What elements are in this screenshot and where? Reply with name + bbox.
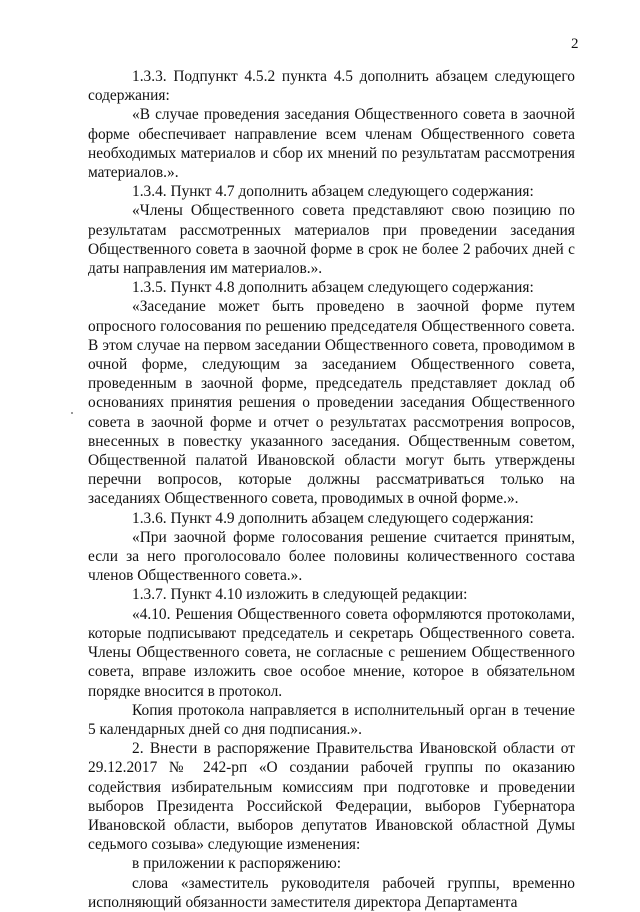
paragraph: 1.3.4. Пункт 4.7 дополнить абзацем следующего содержания:: [132, 183, 534, 201]
paragraph: 2. Внести в распоряжение Правительства Ивановской области от 29.12.2017 № 242-рп «О создании рабочей группы по оказанию содействия избирательным комиссиям при подготовке и проведении выборов Президента Российской Федерации, выборов Губернатора Ивановской области, выборов депутатов Ивановской областной Думы седьмого созыва» следующие изменения:: [88, 740, 575, 854]
paragraph: 1.3.5. Пункт 4.8 дополнить абзацем следующего содержания:: [132, 279, 534, 297]
paragraph: 1.3.7. Пункт 4.10 изложить в следующей редакции:: [132, 586, 468, 604]
paragraph: «4.10. Решения Общественного совета оформляются протоколами, которые подписывают председатель и секретарь Общественного совета. Члены Общественного совета, не согласные с решением Общественного совета, вправе изложить свое особое мнение, которое в обязательном порядке вносится в протокол.: [88, 605, 575, 700]
paragraph: Копия протокола направляется в исполнительный орган в течение 5 календарных дней со дня подписания.».: [88, 701, 575, 738]
page-number: 2: [571, 36, 579, 52]
paragraph: «Заседание может быть проведено в заочной форме путем опросного голосования по решению председателя Общественного совета. В этом случае на первом заседании Общественного совета, проводимом в очной форме, следующим за заседанием Общественного совета, проведенным в заочной форме, председатель представляет доклад об основаниях принятия решения о проведении заседания Общественного совета в заочной форме и отчет о результатах рассмотрения вопросов, внесенных в повестку указанного заседания. Общественным советом, Общественной палатой Ивановской области могут быть утверждены перечни вопросов, которые должны рассматриваться только на заседаниях Общественного совета, проводимых в очной форме.».: [88, 298, 575, 508]
scan-speck: [71, 412, 73, 414]
paragraph: слова «заместитель руководителя рабочей группы, временно исполняющий обязанности заместителя директора Департамента: [88, 874, 575, 911]
document-body: [88, 67, 575, 912]
paragraph: 1.3.3. Подпункт 4.5.2 пункта 4.5 дополнить абзацем следующего содержания:: [88, 68, 575, 105]
paragraph: «Члены Общественного совета представляют свою позицию по результатам рассмотренных материалов при проведении заседания Общественного совета в заочной форме в срок не более 2 рабочих дней с даты направления им материалов.».: [88, 202, 575, 278]
paragraph: 1.3.6. Пункт 4.9 дополнить абзацем следующего содержания:: [132, 509, 534, 527]
paragraph: «В случае проведения заседания Общественного совета в заочной форме обеспечивает направление всем членам Общественного совета необходимых материалов и сбор их мнений по результатам рассмотрения материалов.».: [88, 106, 575, 182]
paragraph: в приложении к распоряжению:: [132, 855, 341, 873]
paragraph: «При заочной форме голосования решение считается принятым, если за него проголосовало более половины количественного состава членов Общественного совета.».: [88, 528, 575, 585]
